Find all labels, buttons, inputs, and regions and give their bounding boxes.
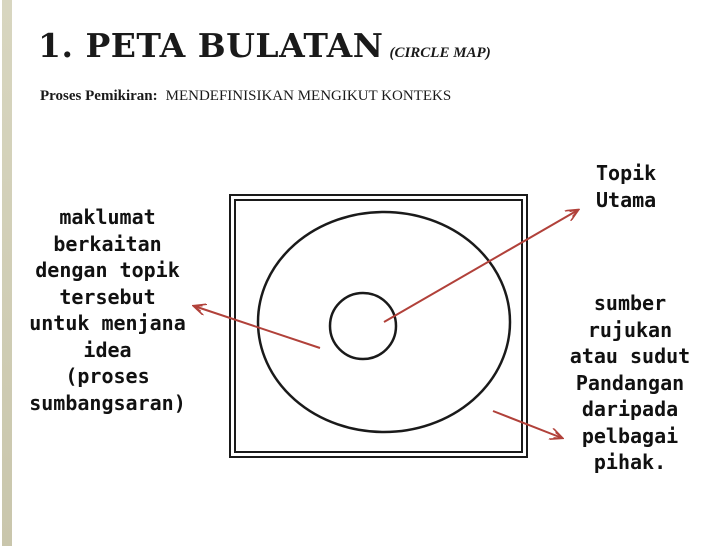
frame-inner [235, 200, 522, 452]
inner-circle [330, 293, 396, 359]
label-main-topic: Topik Utama [596, 161, 657, 212]
frame-outer [230, 195, 527, 457]
label-context-info: maklumat berkaitan dengan topik tersebut untuk menjana idea (proses sumbangsaran) [29, 205, 186, 415]
process-value: MENDEFINISIKAN MENGIKUT KONTEKS [165, 88, 452, 104]
title-subtitle: (CIRCLE MAP) [389, 45, 491, 61]
label-frame-of-reference: sumber rujukan atau sudut Pandangan daripada pelbagai pihak. [569, 291, 691, 474]
title-text: 1. PETA BULATAN [38, 26, 384, 65]
process-label: Proses Pemikiran: [40, 88, 158, 104]
